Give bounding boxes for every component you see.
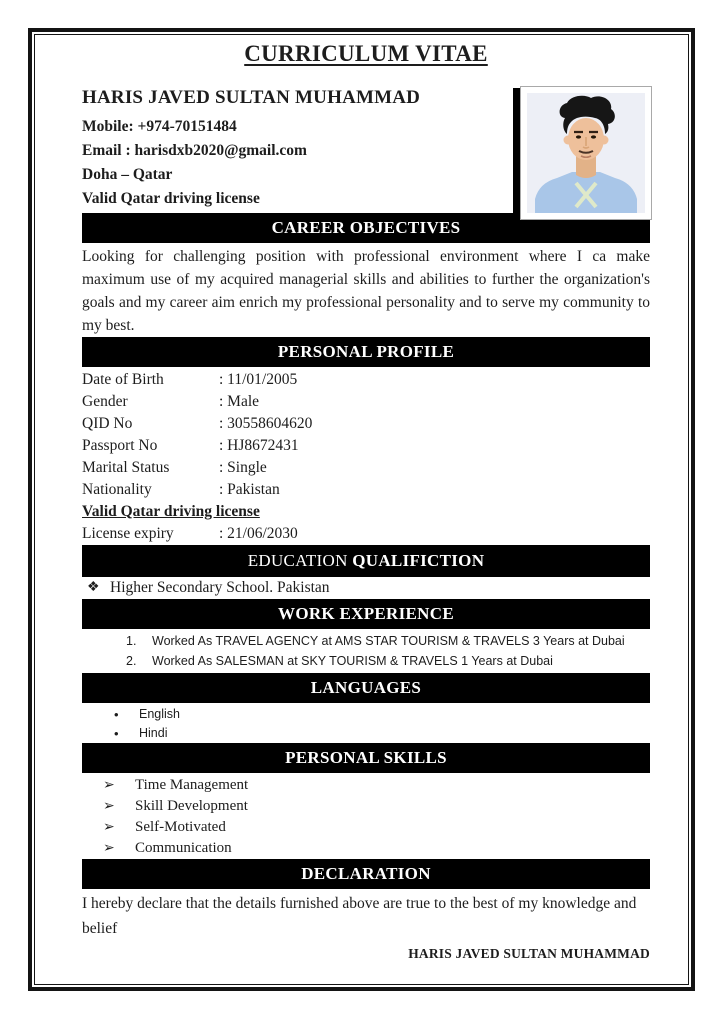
education-heading-regular: EDUCATION [247,551,353,570]
contact-location: Doha – Qatar [82,166,173,183]
portrait-illustration [527,93,645,213]
arrow-bullet-icon: ➢ [103,799,115,814]
languages-list [82,705,650,743]
page-border-frame [28,28,695,991]
education-item-text: Higher Secondary School. Pakistan [110,579,330,596]
profile-value: : Single [219,459,267,476]
section-header-career-objectives: CAREER OBJECTIVES [82,213,650,243]
profile-value: : Pakistan [219,481,280,498]
contact-mobile: Mobile: +974-70151484 [82,118,237,135]
contact-license-note: Valid Qatar driving license [82,190,260,207]
skill-item [82,775,650,796]
profile-value: : 21/06/2030 [219,525,298,542]
list-number: 1. [126,634,137,648]
profile-row-passport [82,435,650,457]
language-text: English [139,707,180,721]
profile-row-gender [82,391,650,413]
profile-label: Passport No [82,437,158,454]
profile-row-dob [82,369,650,391]
profile-label: License expiry [82,525,174,542]
passport-photo [520,86,652,220]
career-objectives-text: Looking for challenging position with professional environment where I ca make maximum use of my acquired managerial skills and abilities to further the organization's goals and my career aim enrich my professional personality and to serve my community to my best. [82,248,650,334]
contact-email: Email : harisdxb2020@gmail.com [82,142,307,159]
section-header-education [82,545,650,577]
arrow-bullet-icon: ➢ [103,778,115,793]
work-item-text: Worked As SALESMAN at SKY TOURISM & TRAVELS 1 Years at Dubai [152,654,553,668]
profile-row-qid [82,413,650,435]
list-number: 2. [126,654,137,668]
skill-item [82,838,650,859]
profile-row-nationality [82,479,650,501]
personal-profile-table [82,369,650,545]
profile-label: QID No [82,415,133,432]
diamond-bullet-icon: ❖ [87,580,100,595]
document-title: CURRICULUM VITAE [244,41,488,66]
education-list-item [82,577,650,599]
section-header-personal-profile: PERSONAL PROFILE [82,337,650,367]
language-item [82,724,650,743]
skill-text: Communication [135,840,232,856]
profile-label: Nationality [82,481,152,498]
work-item-text: Worked As TRAVEL AGENCY at AMS STAR TOURISM & TRAVELS 3 Years at Dubai [152,634,625,648]
profile-label: Marital Status [82,459,170,476]
work-experience-item [82,631,650,651]
skill-text: Time Management [135,777,249,793]
work-experience-list [82,631,650,671]
profile-value: : Male [219,393,260,410]
arrow-bullet-icon: ➢ [103,841,115,856]
skill-item [82,796,650,817]
section-header-work-experience: WORK EXPERIENCE [82,599,650,629]
work-experience-item [82,651,650,671]
profile-label: Gender [82,393,128,410]
driving-license-highlight: Valid Qatar driving license [82,503,260,520]
section-header-personal-skills: PERSONAL SKILLS [82,743,650,773]
profile-value: : HJ8672431 [219,437,299,454]
profile-row-license-expiry [82,523,650,545]
skill-item [82,817,650,838]
section-header-declaration: DECLARATION [82,859,650,889]
declaration-text: I hereby declare that the details furnished above are true to the best of my knowledge and belief [82,895,637,937]
profile-value: : 11/01/2005 [219,371,298,388]
profile-row-marital [82,457,650,479]
personal-skills-list [82,775,650,859]
language-text: Hindi [139,726,168,740]
section-header-languages: LANGUAGES [82,673,650,703]
arrow-bullet-icon: ➢ [103,820,115,835]
page-content-area [34,34,689,985]
dot-bullet-icon: • [114,726,119,741]
profile-value: : 30558604620 [219,415,313,432]
education-heading-bold: QUALIFICTION [352,551,485,570]
language-item [82,705,650,724]
candidate-name: HARIS JAVED SULTAN MUHAMMAD [82,87,421,108]
signature-name: HARIS JAVED SULTAN MUHAMMAD [408,946,650,961]
dot-bullet-icon: • [114,707,119,722]
skill-text: Self-Motivated [135,819,226,835]
profile-label: Date of Birth [82,371,164,388]
skill-text: Skill Development [135,798,248,814]
